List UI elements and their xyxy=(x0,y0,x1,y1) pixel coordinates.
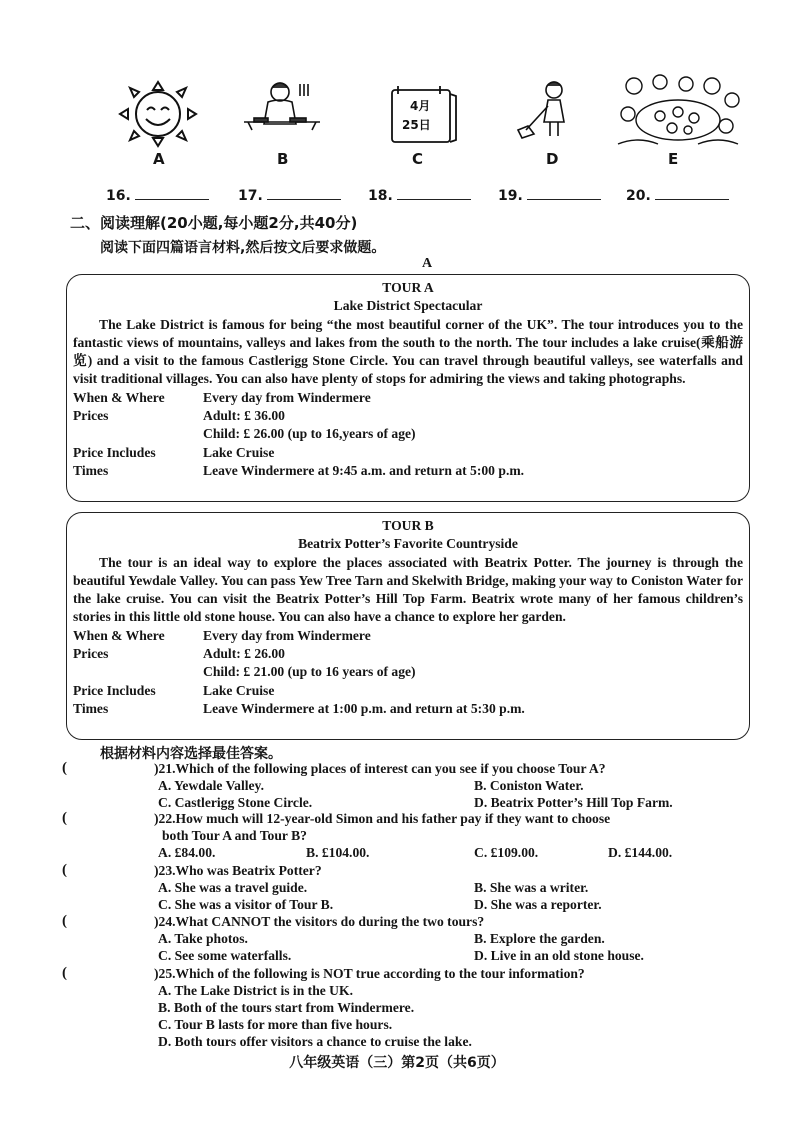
option-a[interactable]: A. Take photos. xyxy=(158,931,248,946)
question-stem: Who was Beatrix Potter? xyxy=(175,863,322,878)
picture-label-d: D xyxy=(546,150,559,168)
blank-16[interactable]: 16. xyxy=(106,186,209,204)
answer-paren[interactable]: ( xyxy=(62,913,67,929)
option-a[interactable]: A. She was a travel guide. xyxy=(158,880,308,895)
question-stem: Which of the following is NOT true according to the tour information? xyxy=(175,966,585,981)
question-24 xyxy=(62,913,762,965)
tour-a-box xyxy=(66,274,750,502)
question-number: )24. xyxy=(154,914,176,929)
option-c[interactable]: C. Tour B lasts for more than five hours. xyxy=(158,1017,393,1032)
section-title: 二、阅读理解(20小题,每小题2分,共40分) xyxy=(70,214,358,232)
section-instruction: 阅读下面四篇语言材料,然后按文后要求做题。 xyxy=(100,240,386,256)
answer-paren[interactable]: ( xyxy=(62,965,67,981)
question-stem: How much will 12-year-old Simon and his father pay if they want to choose xyxy=(175,811,611,826)
answer-paren[interactable]: ( xyxy=(62,760,67,776)
question-21 xyxy=(62,760,762,810)
picture-sun xyxy=(112,78,204,150)
option-d[interactable]: D. She was a reporter. xyxy=(474,897,602,912)
question-stem-continued: both Tour A and Tour B? xyxy=(162,828,307,843)
picture-label-e: E xyxy=(668,150,679,168)
blank-18[interactable]: 18. xyxy=(368,186,471,204)
question-25 xyxy=(62,965,762,1051)
family-dinner-icon xyxy=(614,74,744,152)
tour-a-detail-row: Price Includes Lake Cruise xyxy=(73,444,275,460)
option-b[interactable]: B. Coniston Water. xyxy=(474,778,584,793)
calendar-day: 25日 xyxy=(402,118,431,132)
picture-family-dinner xyxy=(614,74,744,152)
option-c[interactable]: C. She was a visitor of Tour B. xyxy=(158,897,334,912)
tour-a-detail-row: Prices Adult: £ 36.00 xyxy=(73,408,285,424)
question-number: )25. xyxy=(154,966,176,981)
sweeping-girl-icon xyxy=(514,78,586,142)
option-a[interactable]: A. The Lake District is in the UK. xyxy=(158,983,353,998)
tour-a-detail-row: Child: £ 26.00 (up to 16,years of age) xyxy=(203,426,416,442)
option-c[interactable]: C. See some waterfalls. xyxy=(158,948,292,963)
option-b[interactable]: B. She was a writer. xyxy=(474,880,589,895)
tour-b-box xyxy=(66,512,750,740)
question-number: )21. xyxy=(154,761,176,776)
calendar-icon xyxy=(388,84,460,146)
tour-a-subtitle: Lake District Spectacular xyxy=(333,298,483,314)
cooking-person-icon xyxy=(238,78,326,140)
question-23 xyxy=(62,862,762,914)
answer-blanks xyxy=(0,186,794,206)
question-stem: Which of the following places of interest can you see if you choose Tour A? xyxy=(175,761,606,776)
picture-label-c: C xyxy=(412,150,424,168)
option-a[interactable]: A. £84.00. xyxy=(158,845,216,860)
calendar-month: 4月 xyxy=(410,99,431,113)
option-d[interactable]: D. £144.00. xyxy=(608,845,673,860)
option-d[interactable]: D. Live in an old stone house. xyxy=(474,948,644,963)
option-c[interactable]: C. £109.00. xyxy=(474,845,539,860)
option-c[interactable]: C. Castlerigg Stone Circle. xyxy=(158,795,313,810)
blank-19[interactable]: 19. xyxy=(498,186,601,204)
tour-b-detail-row: Child: £ 21.00 (up to 16 years of age) xyxy=(203,664,416,680)
question-22 xyxy=(62,810,762,862)
picture-sweeping xyxy=(514,78,586,142)
tour-b-detail-row: When & Where Every day from Windermere xyxy=(73,627,371,643)
option-d[interactable]: D. Both tours offer visitors a chance to cruise the lake. xyxy=(158,1034,472,1049)
blank-17[interactable]: 17. xyxy=(238,186,341,204)
picture-label-b: B xyxy=(277,150,289,168)
tour-b-body: The tour is an ideal way to explore the places associated with Beatrix Potter. The journey is through the beautiful Yewdale Valley. You can pass Yew Tree Tarn and Skelwith Bridge, making your way to Coniston Water for the lake cruise. You can visit the Beatrix Potter’s Hill Top Farm. Beatrix wrote many of her famous children’s stories in this little old stone house. You can also have a chance to explore her garden. xyxy=(73,554,743,625)
tour-a-body: The Lake District is famous for being “the most beautiful corner of the UK”. The tour introduces you to the fantastic views of mountains, valleys and lakes from the south to the north. The tour includes a lake cruise(乘船游览) and a visit to the famous Castlerigg Stone Circle. You can travel through beautiful valleys, see waterfalls and visit traditional villages. You can also have plenty of stops for admiring the views and taking photographs. xyxy=(73,316,743,387)
tour-a-detail-row: Times Leave Windermere at 9:45 a.m. and return at 5:00 p.m. xyxy=(73,462,525,478)
questions-heading: 根据材料内容选择最佳答案。 xyxy=(100,746,282,762)
option-b[interactable]: B. Explore the garden. xyxy=(474,931,605,946)
option-a[interactable]: A. Yewdale Valley. xyxy=(158,778,264,793)
tour-a-heading: TOUR A xyxy=(382,280,434,295)
question-stem: What CANNOT the visitors do during the two tours? xyxy=(175,914,485,929)
blank-20[interactable]: 20. xyxy=(626,186,729,204)
picture-calendar xyxy=(388,84,460,146)
option-b[interactable]: B. Both of the tours start from Windermere. xyxy=(158,1000,415,1015)
part-label: A xyxy=(422,256,433,271)
question-number: )23. xyxy=(154,863,176,878)
picture-label-a: A xyxy=(153,150,165,168)
option-d[interactable]: D. Beatrix Potter’s Hill Top Farm. xyxy=(474,795,673,810)
page-footer: 八年级英语（三）第2页（共6页） xyxy=(289,1055,505,1071)
sun-icon xyxy=(112,78,204,150)
tour-a-detail-row: When & Where Every day from Windermere xyxy=(73,389,371,405)
picture-cooking xyxy=(238,78,326,140)
answer-paren[interactable]: ( xyxy=(62,862,67,878)
question-number: )22. xyxy=(154,811,176,826)
tour-b-subtitle: Beatrix Potter’s Favorite Countryside xyxy=(298,536,518,552)
tour-b-heading: TOUR B xyxy=(382,518,434,533)
tour-b-detail-row: Price Includes Lake Cruise xyxy=(73,682,275,698)
tour-b-detail-row: Times Leave Windermere at 1:00 p.m. and return at 5:30 p.m. xyxy=(73,700,525,716)
tour-b-detail-row: Prices Adult: £ 26.00 xyxy=(73,646,285,662)
option-b[interactable]: B. £104.00. xyxy=(306,845,370,860)
answer-paren[interactable]: ( xyxy=(62,810,67,826)
